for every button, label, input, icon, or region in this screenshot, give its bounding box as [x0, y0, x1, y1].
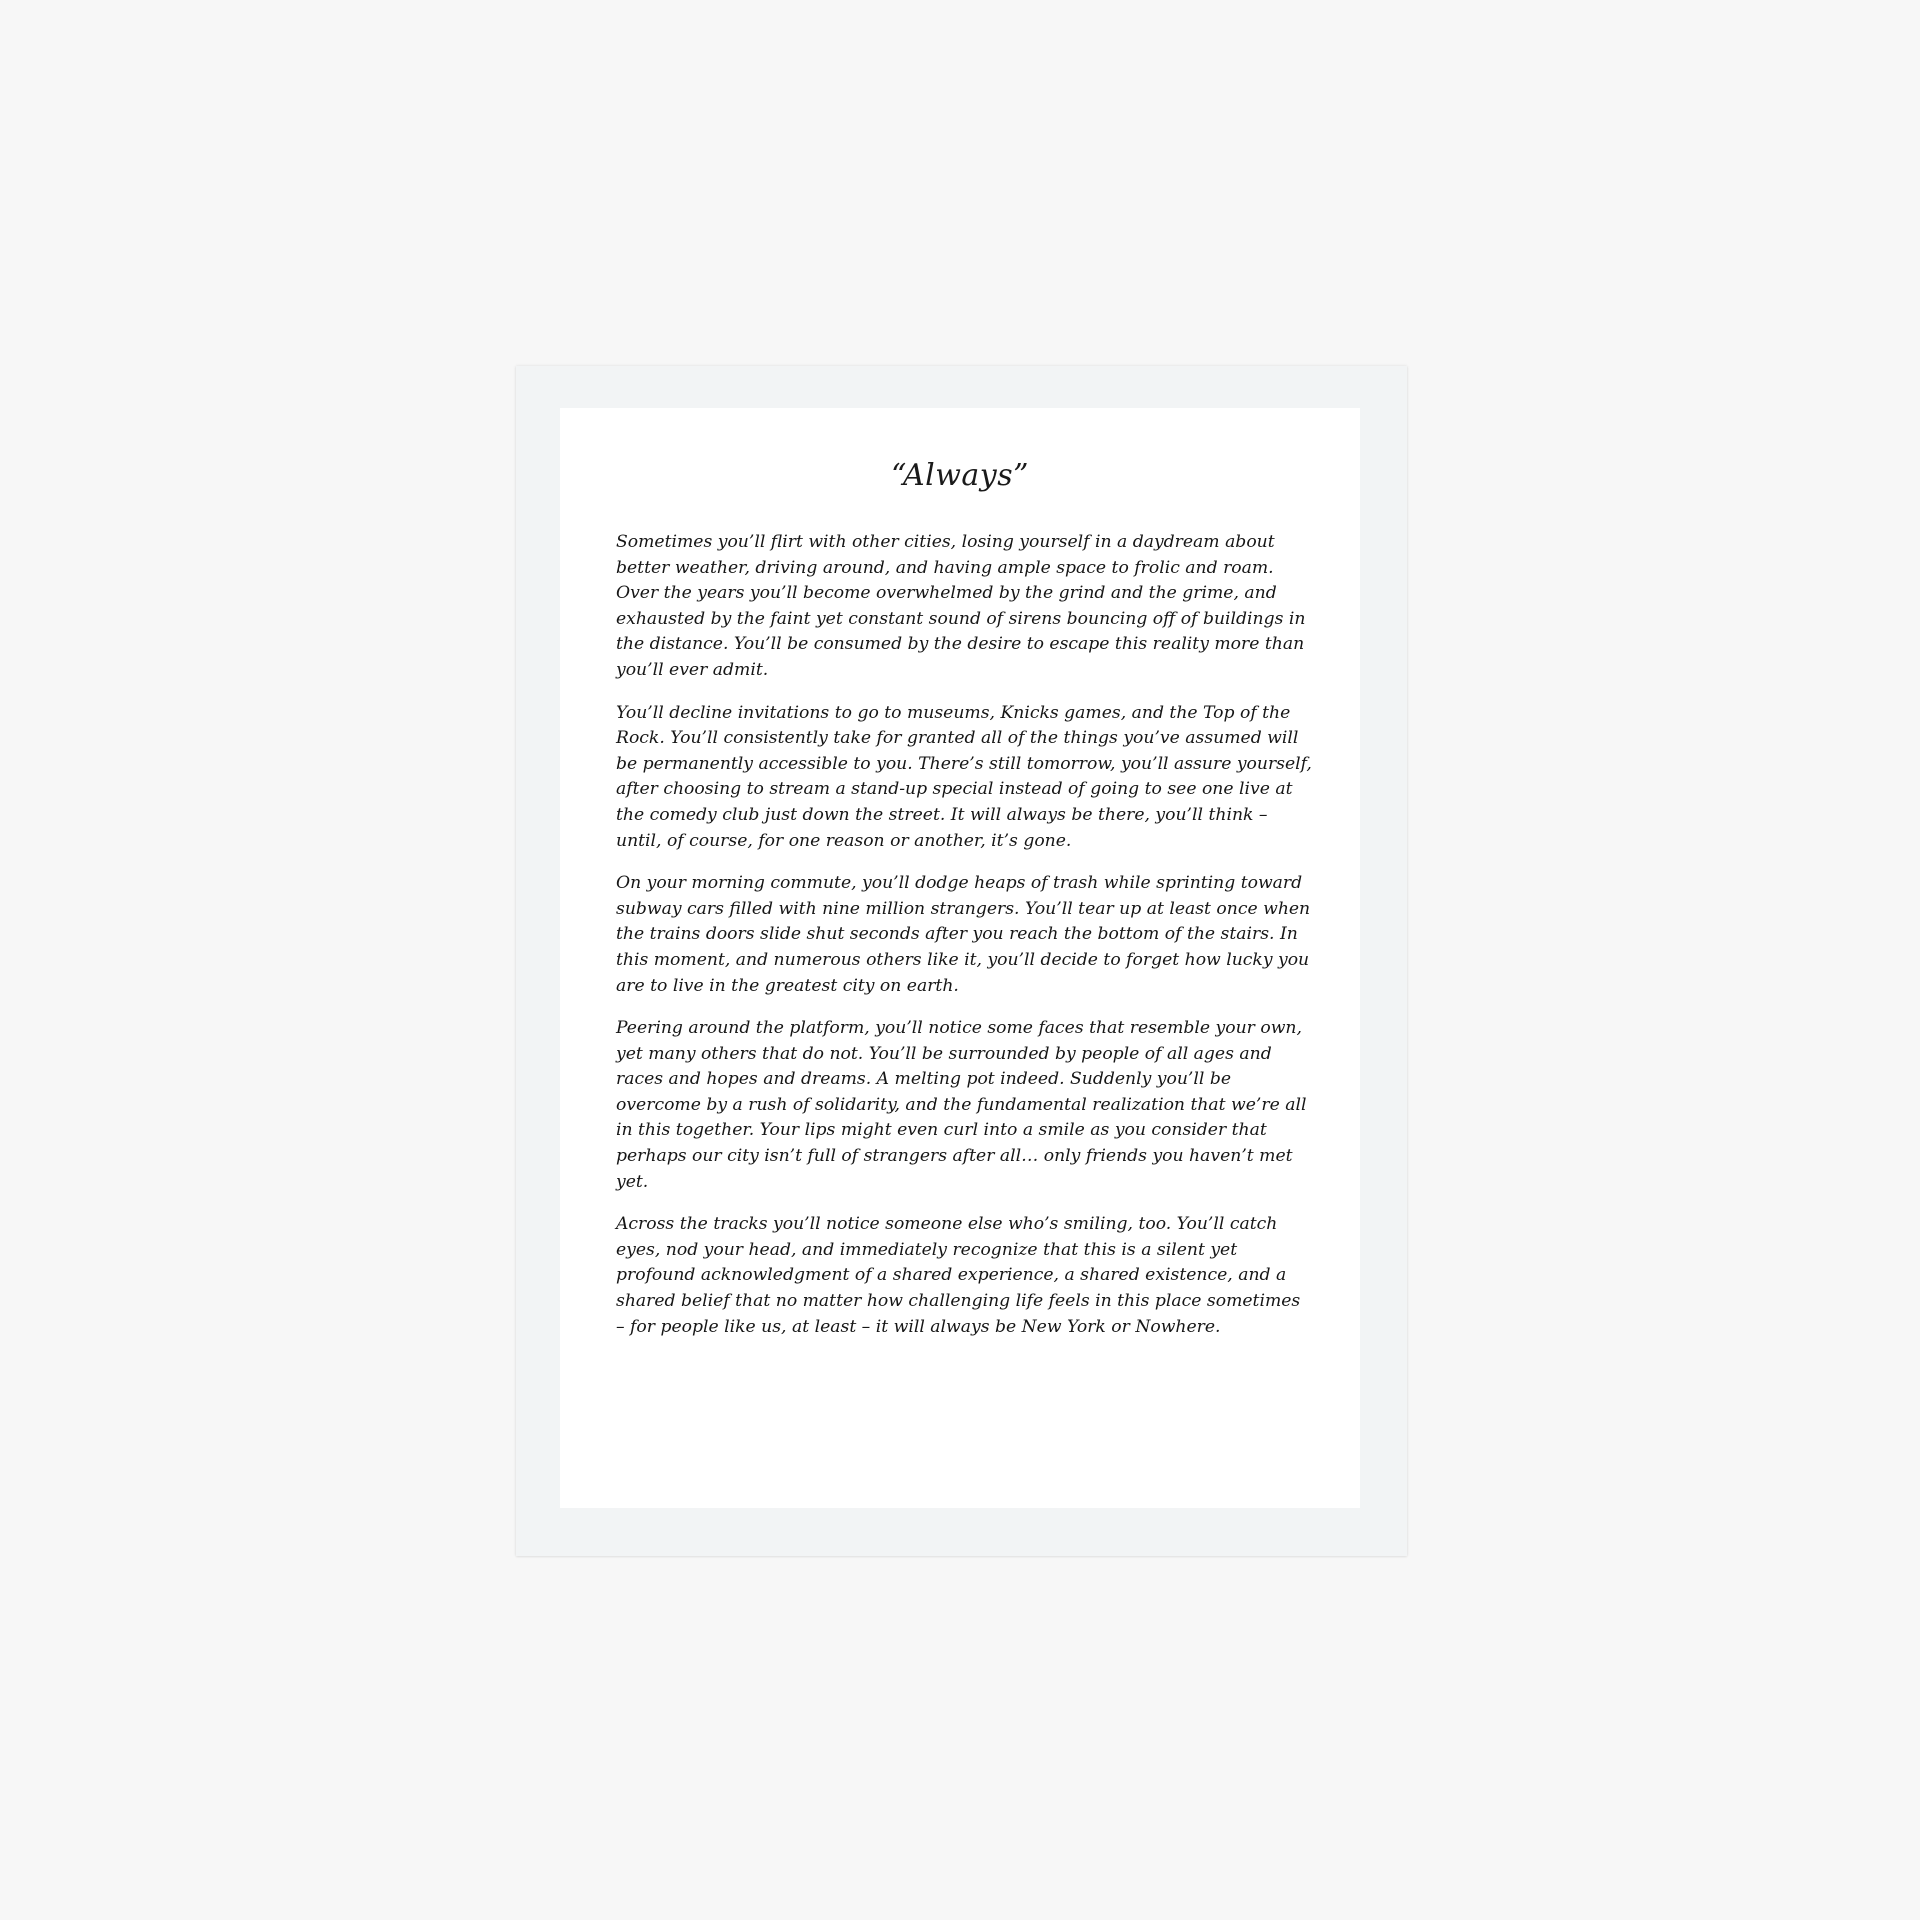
stanza-4: Peering around the platform, you’ll notice some faces that resemble your own, yet many others that do not. You’ll be surrounded by people of all ages and races and hopes and dreams. A melting pot indeed. Suddenly you’ll be overcome by a rush of solidarity, and the fundamental realization that we’re all in this together. Your lips might even curl into a smile as you consider that perhaps our city isn’t full of strangers after all… only friends you haven’t met yet.	[616, 1018, 1307, 1192]
poem-title: “Always”	[891, 458, 1029, 493]
stanza-5: Across the tracks you’ll notice someone else who’s smiling, too. You’ll catch eyes, nod your head, and immediately recognize that this is a silent yet profound acknowledgment of a shared experience, a shared existence, and a shared belief that no matter how challenging life feels in this place sometimes – for people like us, at least – it will always be New York or Nowhere.	[616, 1214, 1301, 1337]
print-paper	[560, 408, 1360, 1508]
stanza-2: You’ll decline invitations to go to museums, Knicks games, and the Top of the Rock. You’ll consistently take for granted all of the things you’ve assumed will be permanently accessible to you. There’s still tomorrow, you’ll assure yourself, after choosing to stream a stand-up special instead of going to see one live at the comedy club just down the street. It will always be there, you’ll think – until, of course, for one reason or another, it’s gone.	[616, 702, 1312, 851]
poem-body	[616, 530, 1314, 1357]
stanza-3: On your morning commute, you’ll dodge heaps of trash while sprinting toward subway cars filled with nine million strangers. You’ll tear up at least once when the trains doors slide shut seconds after you reach the bottom of the stairs. In this moment, and numerous others like it, you’ll decide to forget how lucky you are to live in the greatest city on earth.	[616, 873, 1311, 996]
stanza-1: Sometimes you’ll flirt with other cities, losing yourself in a daydream about better weather, driving around, and having ample space to frolic and roam. Over the years you’ll become overwhelmed by the grind and the grime, and exhausted by the faint yet constant sound of sirens bouncing off of buildings in the distance. You’ll be consumed by the desire to escape this reality more than you’ll ever admit.	[616, 532, 1306, 680]
art-print	[516, 366, 1407, 1556]
